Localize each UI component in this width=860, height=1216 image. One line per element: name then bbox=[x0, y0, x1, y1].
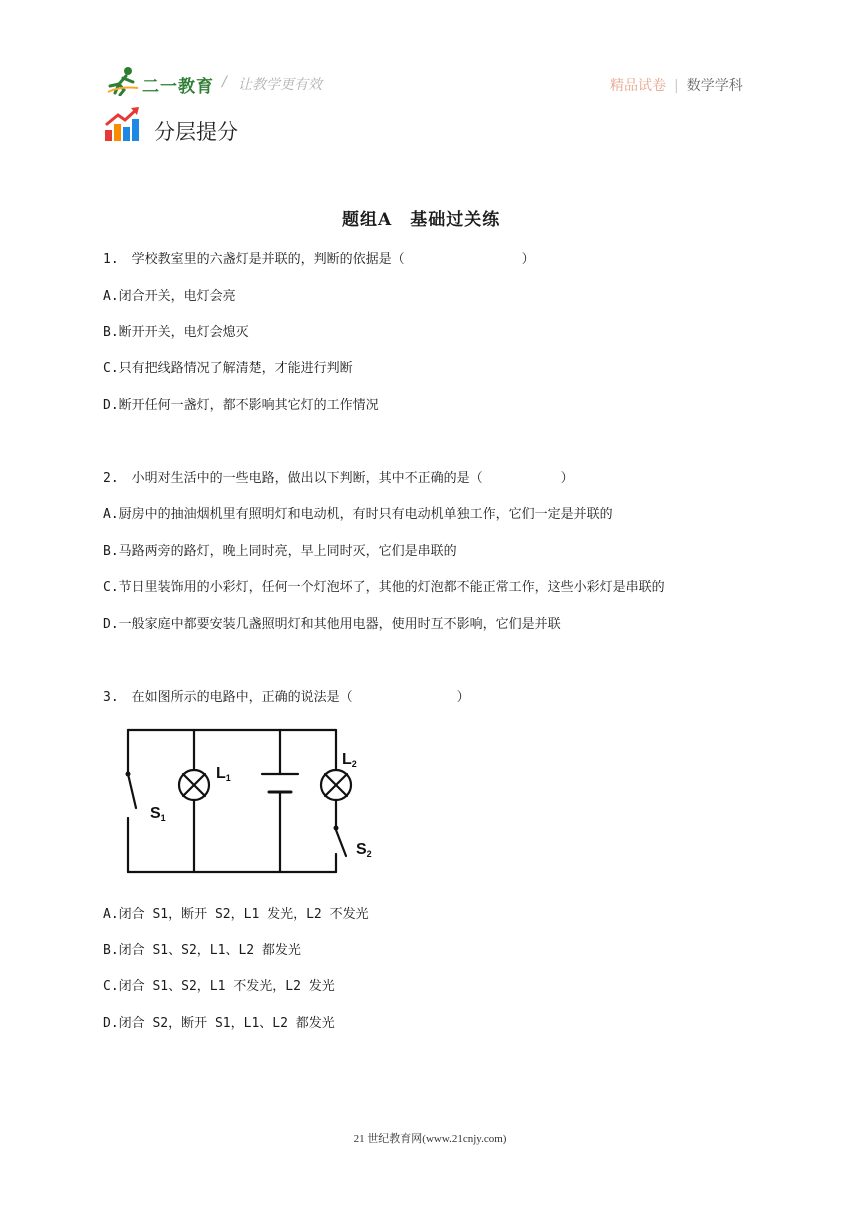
question-2-option-b: B.马路两旁的路灯，晚上同时亮，早上同时灭，它们是串联的 bbox=[103, 544, 457, 559]
runner-logo-icon bbox=[106, 66, 140, 96]
section-title: 分层提分 bbox=[154, 120, 238, 144]
svg-text:L2 bbox=[342, 751, 357, 769]
question-3-option-d: D.闭合 S2，断开 S1，L1、L2 都发光 bbox=[103, 1016, 335, 1031]
label-s1-sub: 1 bbox=[160, 813, 166, 823]
label-l1: L bbox=[216, 765, 226, 782]
logo-text: 二一教育 bbox=[142, 77, 214, 97]
subject-label: 数学学科 bbox=[686, 78, 743, 94]
group-title: 题组A 基础过关练 bbox=[342, 210, 501, 230]
label-s2: S bbox=[356, 841, 367, 858]
slogan-divider: / bbox=[222, 74, 227, 90]
bar-chart-icon bbox=[104, 106, 142, 142]
question-1-option-a: A.闭合开关，电灯会亮 bbox=[103, 289, 236, 304]
label-l1-sub: 1 bbox=[225, 773, 231, 783]
premium-label: 精品试卷 bbox=[610, 78, 666, 94]
label-l2-sub: 2 bbox=[351, 759, 357, 769]
svg-text:L1 bbox=[216, 765, 231, 783]
switch-s2-blade bbox=[336, 830, 346, 856]
label-s2-sub: 2 bbox=[366, 849, 372, 859]
footer: 21 世纪教育网(www.21cnjy.com) bbox=[353, 1133, 507, 1145]
question-2-option-c: C.节日里装饰用的小彩灯，任何一个灯泡坏了，其他的灯泡都不能正常工作，这些小彩灯是串联的 bbox=[103, 580, 665, 595]
question-1-option-d: D.断开任何一盏灯，都不影响其它灯的工作情况 bbox=[103, 398, 379, 413]
question-2-option-a: A.厨房中的抽油烟机里有照明灯和电动机，有时只有电动机单独工作，它们一定是并联的 bbox=[103, 507, 613, 522]
svg-text:S1 bbox=[150, 805, 166, 823]
slogan: 让教学更有效 bbox=[238, 77, 322, 93]
switch-s1-pivot bbox=[126, 772, 131, 777]
header-right bbox=[610, 75, 743, 95]
switch-s2-pivot bbox=[334, 826, 339, 831]
svg-text:S2 bbox=[356, 841, 372, 859]
question-2-option-d: D.一般家庭中都要安装几盏照明灯和其他用电器，使用时互不影响，它们是并联 bbox=[103, 617, 561, 632]
question-2-stem: 2. 小明对生活中的一些电路，做出以下判断，其中不正确的是（ ） bbox=[103, 471, 574, 486]
header-divider: | bbox=[674, 78, 679, 94]
question-3-option-c: C.闭合 S1、S2，L1 不发光，L2 发光 bbox=[103, 979, 335, 994]
question-3-option-b: B.闭合 S1、S2，L1、L2 都发光 bbox=[103, 943, 301, 958]
question-1-stem: 1. 学校教室里的六盏灯是并联的，判断的依据是（ ） bbox=[103, 252, 535, 267]
header bbox=[0, 0, 860, 100]
label-l2: L bbox=[342, 751, 352, 768]
question-3-option-a: A.闭合 S1，断开 S2，L1 发光，L2 不发光 bbox=[103, 907, 369, 922]
question-3-stem: 3. 在如图所示的电路中，正确的说法是（ ） bbox=[103, 690, 470, 705]
switch-s1-blade bbox=[128, 774, 136, 808]
question-1-option-b: B.断开开关，电灯会熄灭 bbox=[103, 325, 249, 340]
label-s1: S bbox=[150, 805, 161, 822]
circuit-diagram bbox=[118, 722, 388, 882]
question-1-option-c: C.只有把线路情况了解清楚，才能进行判断 bbox=[103, 361, 353, 376]
